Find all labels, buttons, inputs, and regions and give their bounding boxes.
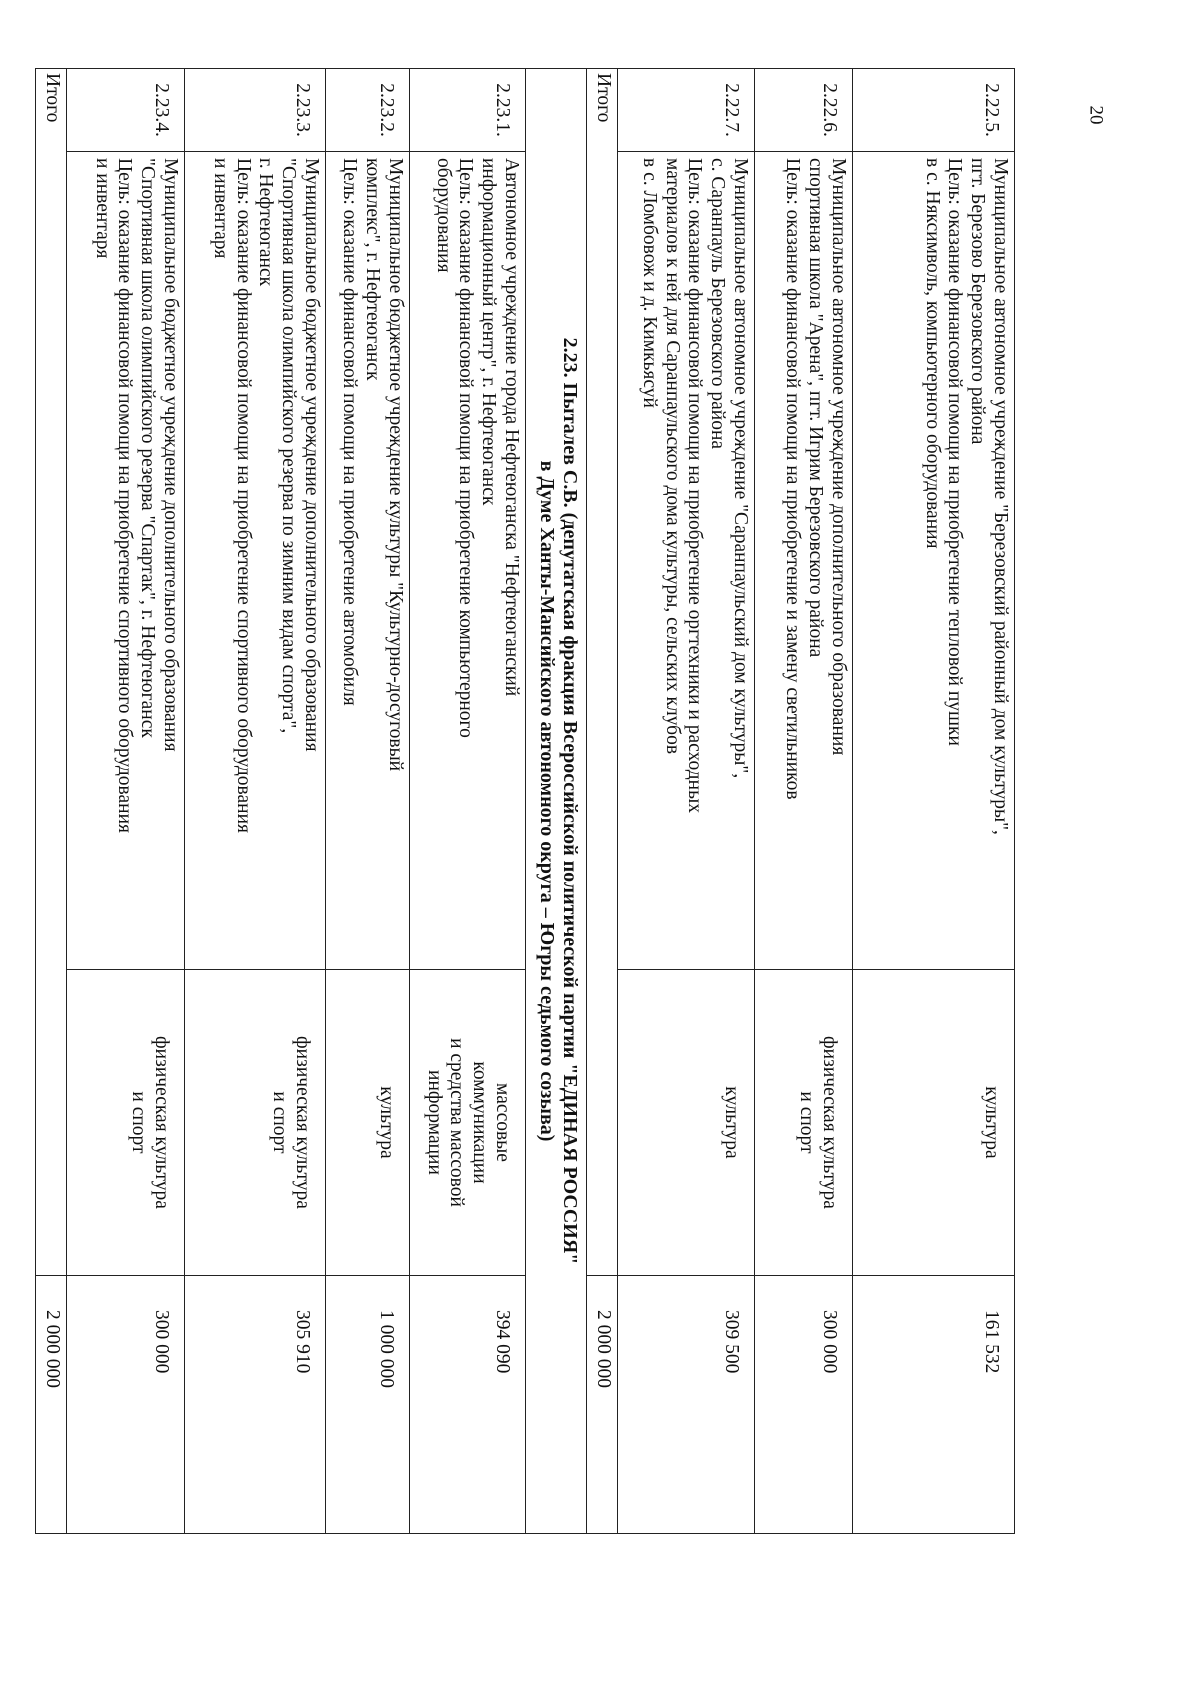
description-line: Цель: оказание финансовой помощи на приобретение тепловой пушки: [944, 158, 966, 746]
description-line: в с. Няксимволь, компьютерного оборудования: [921, 158, 943, 549]
description-line: Автономное учреждение города Нефтеюганска "Нефтеюганский: [501, 158, 522, 697]
category-line: культура: [721, 1086, 742, 1159]
total-row: [587, 69, 618, 1534]
row-category: [326, 970, 410, 1276]
row-description: [755, 152, 853, 970]
description-line: Муниципальное автономное учреждение дополнительного образования: [828, 158, 849, 756]
description-line: и инвентаря: [91, 158, 113, 259]
row-amount: 300 000: [755, 1276, 853, 1534]
total-label: Итого: [36, 69, 67, 1276]
row-description: [853, 152, 1015, 970]
category-line: культура: [981, 1086, 1002, 1159]
section-heading-line: 2.23. Пыталев С.В. (депутатская фракция Всероссийской политической партии "ЕДИНАЯ РОССИЯ": [559, 337, 581, 1265]
row-category: [185, 970, 326, 1276]
description-line: Муниципальное автономное учреждение "Березовский районный дом культуры",: [990, 158, 1011, 835]
category-line: и спорт: [269, 1091, 291, 1154]
category-line: физическая культура: [819, 1036, 840, 1209]
description-line: г. Нефтеюганск: [255, 158, 277, 287]
description-line: комплекс", г. Нефтеюганск: [362, 158, 384, 381]
table-row: [67, 69, 185, 1534]
description-line: Цель: оказание финансовой помощи на приобретение и замену светильников: [782, 158, 804, 800]
description-line: "Спортивная школа олимпийского резерва по зимним видам спорта",: [278, 158, 300, 734]
description-line: Цель: оказание финансовой помощи на приобретение оргтехники и расходных: [684, 158, 706, 813]
row-amount: 394 090: [410, 1276, 526, 1534]
category-line: коммуникации: [469, 1061, 491, 1184]
category-line: информации: [423, 1070, 445, 1175]
total-row: [36, 69, 67, 1534]
row-number: 2.23.1.: [410, 69, 526, 152]
description-line: информационный центр", г. Нефтеюганск: [478, 158, 500, 506]
category-line: и спорт: [796, 1091, 818, 1154]
row-description: [618, 152, 755, 970]
description-line: спортивная школа "Арена", пгт. Игрим Березовского района: [805, 158, 827, 658]
row-description: [410, 152, 526, 970]
row-description: [185, 152, 326, 970]
description-line: Цель: оказание финансовой помощи на приобретение спортивного оборудования: [114, 158, 136, 833]
row-number: 2.22.6.: [755, 69, 853, 152]
row-amount: 300 000: [67, 1276, 185, 1534]
table-row: [326, 69, 410, 1534]
description-line: оборудования: [432, 158, 454, 273]
grants-table: [35, 68, 1015, 1534]
row-amount: 161 532: [853, 1276, 1015, 1534]
row-number: 2.22.5.: [853, 69, 1015, 152]
row-description: [67, 152, 185, 970]
description-line: Муниципальное бюджетное учреждение дополнительного образования: [301, 158, 322, 752]
row-number: 2.23.2.: [326, 69, 410, 152]
description-line: "Спортивная школа олимпийского резерва "Спартак", г. Нефтеюганск: [137, 158, 159, 738]
row-category: [410, 970, 526, 1276]
description-line: пгт. Березово Березовского района: [967, 158, 989, 445]
category-line: и средства массовой: [446, 1038, 468, 1207]
page-number: 20: [1085, 105, 1107, 125]
row-category: [618, 970, 755, 1276]
category-line: физическая культура: [151, 1036, 172, 1209]
row-amount: 309 500: [618, 1276, 755, 1534]
description-line: с. Саранпауль Березовского района: [707, 158, 729, 450]
table-row: [410, 69, 526, 1534]
row-category: [67, 970, 185, 1276]
section-heading-line: в Думе Ханты-Мансийского автономного округа – Югры седьмого созыва): [535, 460, 558, 1142]
category-line: культура: [376, 1086, 397, 1159]
row-description: [326, 152, 410, 970]
row-category: [853, 970, 1015, 1276]
table-row: [853, 69, 1015, 1534]
description-line: материалов к ней для Саранпаульского дома культуры, сельских клубов: [661, 158, 683, 755]
row-amount: 305 910: [185, 1276, 326, 1534]
row-amount: 1 000 000: [326, 1276, 410, 1534]
row-number: 2.23.4.: [67, 69, 185, 152]
description-line: Цель: оказание финансовой помощи на приобретение спортивного оборудования: [232, 158, 254, 833]
section-heading-row: [526, 69, 587, 1534]
description-line: и инвентаря: [209, 158, 231, 259]
row-number: 2.23.3.: [185, 69, 326, 152]
description-line: Муниципальное автономное учреждение "Саранпаульский дом культуры",: [730, 158, 751, 779]
table-row: [185, 69, 326, 1534]
rotated-table-container: [42, 68, 1015, 1533]
description-line: Муниципальное бюджетное учреждение дополнительного образования: [160, 158, 181, 752]
description-line: Цель: оказание финансовой помощи на приобретение автомобиля: [339, 158, 361, 706]
row-number: 2.22.7.: [618, 69, 755, 152]
total-amount: 2 000 000: [36, 1276, 67, 1534]
description-line: Цель: оказание финансовой помощи на приобретение компьютерного: [455, 158, 477, 738]
section-heading: [526, 69, 587, 1534]
total-label: Итого: [587, 69, 618, 1276]
table-row: [618, 69, 755, 1534]
description-line: Муниципальное бюджетное учреждение культуры "Культурно-досуговый: [385, 158, 406, 772]
table-row: [755, 69, 853, 1534]
category-line: физическая культура: [292, 1036, 313, 1209]
category-line: и спорт: [128, 1091, 150, 1154]
description-line: в с. Ломбовож и д. Кимкьясуй: [638, 158, 660, 408]
total-amount: 2 000 000: [587, 1276, 618, 1534]
row-category: [755, 970, 853, 1276]
category-line: массовые: [492, 1083, 513, 1162]
